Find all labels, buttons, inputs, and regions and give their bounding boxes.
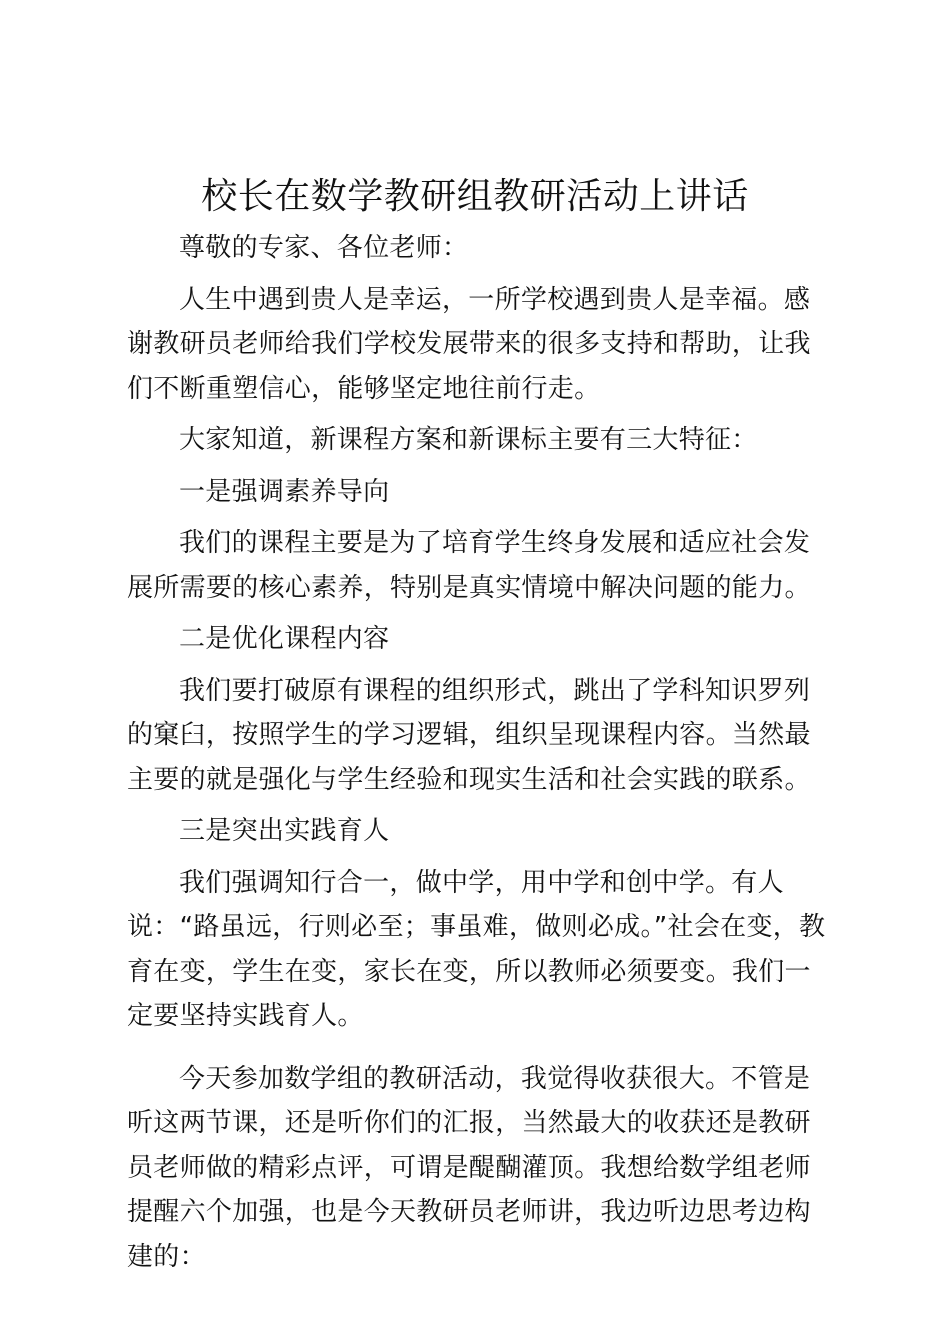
body-paragraph: 我们要打破原有课程的组织形式，跳出了学科知识罗列的窠臼，按照学生的学习逻辑，组织呈现课程内容。当然最主要的就是强化与学生经验和现实生活和社会实践的联系。: [127, 675, 811, 795]
body-paragraph: 大家知道，新课程方案和新课标主要有三大特征：: [179, 425, 758, 455]
document-title: 校长在数学教研组教研活动上讲话: [201, 176, 749, 217]
section-heading: 一是强调素养导向: [179, 476, 390, 507]
body-paragraph: 今天参加数学组的教研活动，我觉得收获很大。不管是听这两节课，还是听你们的汇报，当然最大的收获还是教研员老师做的精彩点评，可谓是醍醐灌顶。我想给数学组老师提醒六个加强，也是今天教研员老师讲，我边听边思考边构建的：: [127, 1063, 811, 1272]
document-body: [127, 226, 835, 1286]
body-paragraph: 我们强调知行合一，做中学，用中学和创中学。有人说：“路虽远，行则必至；事虽难，做则必成。”社会在变，教育在变，学生在变，家长在变，所以教师必须要变。我们一定要坚持实践育人。: [127, 867, 826, 1031]
section-heading: 三是突出实践育人: [179, 816, 390, 846]
body-paragraph: 人生中遇到贵人是幸运，一所学校遇到贵人是幸福。感谢教研员老师给我们学校发展带来的很多支持和帮助，让我们不断重塑信心，能够坚定地往前行走。: [127, 284, 811, 404]
section-heading: 二是优化课程内容: [179, 624, 390, 654]
salutation-paragraph: 尊敬的专家、各位老师：: [179, 233, 469, 263]
body-paragraph: 我们的课程主要是为了培育学生终身发展和适应社会发展所需要的核心素养，特别是真实情境中解决问题的能力。: [127, 528, 811, 603]
